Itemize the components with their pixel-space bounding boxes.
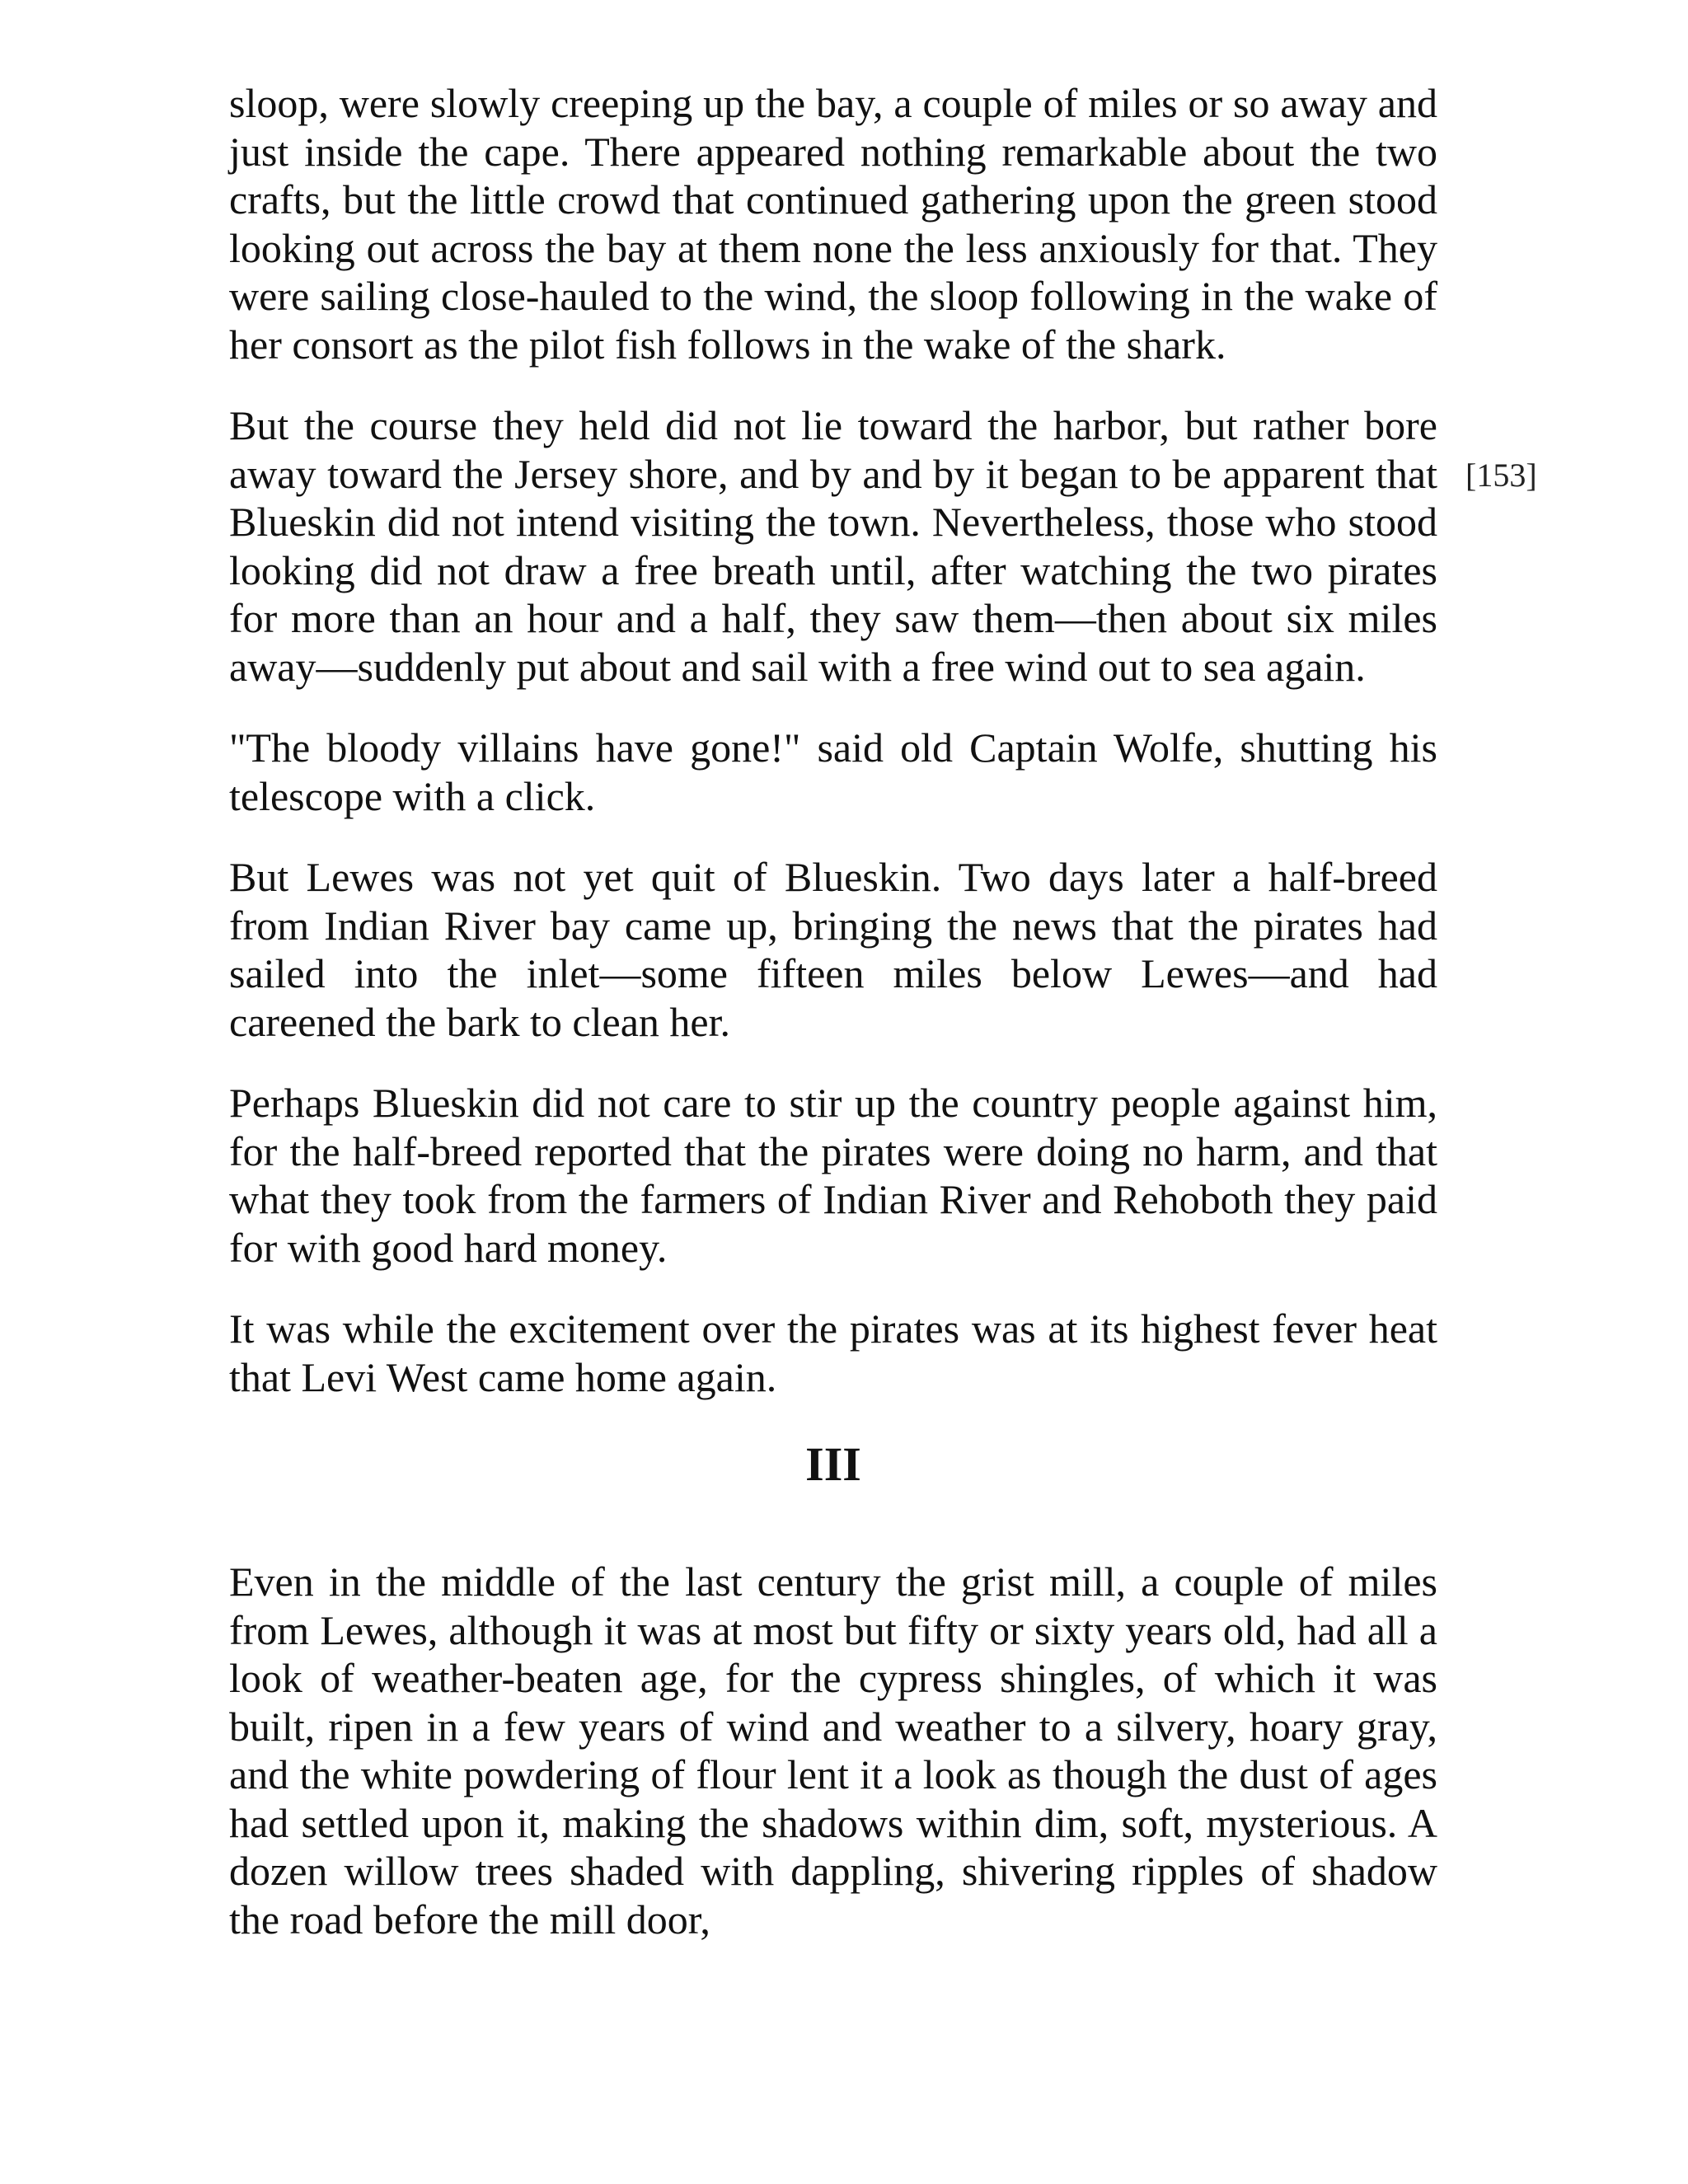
paragraph-grist-mill: Even in the middle of the last century the grist mill, a couple of miles from Lewes, although it was at most but fifty or sixty years old, had all a look of weather-beaten age, for the cypress shingles, of which it was built, ripen in a few years of wind and weather to a silvery, hoary gray, and the white powdering of flour lent it a look as though the dust of ages had settled upon it, making the shadows within dim, soft, mysterious. A dozen willow trees shaded with dappling, shivering ripples of shadow the road before the mill door, [229,1558,1437,1943]
paragraph-course-toward-jersey: But the course they held did not lie toward the harbor, but rather bore away toward the Jersey shore, and by and by it began to be apparent that Blueskin did not intend visiting the town. Nevertheless, those who stood looking did not draw a free breath until, after watching the two pirates for more than an hour and a half, they saw them—then about six miles away—suddenly put about and sail with a free wind out to sea again. [229,402,1437,690]
paragraph-half-breed-news: But Lewes was not yet quit of Blueskin. Two days later a half-breed from Indian River bay came up, bringing the news that the pirates had sailed into the inlet—some fifteen miles below Lewes—and had careened the bark to clean her. [229,854,1437,1045]
page-number-marker: [153] [1465,457,1537,494]
paragraph-sloop-creeping: sloop, were slowly creeping up the bay, a couple of miles or so away and just inside the cape. There appeared nothing remarkable about the two crafts, but the little crowd that continued gathering upon the green stood looking out across the bay at them none the less anxiously for that. They were sailing close-hauled to the wind, the sloop following in the wake of her consort as the pilot fish follows in the wake of the shark. [229,80,1437,368]
chapter-heading: III [805,1437,861,1491]
paragraph-levi-west-returns: It was while the excitement over the pirates was at its highest fever heat that Levi West came home again. [229,1305,1437,1400]
paragraph-pirates-no-harm: Perhaps Blueskin did not care to stir up the country people against him, for the half-breed reported that the pirates were doing no harm, and that what they took from the farmers of Indian River and Rehoboth they paid for with good hard money. [229,1080,1437,1271]
book-page-text [229,79,1437,1976]
paragraph-captain-wolfe-quote: "The bloody villains have gone!" said old Captain Wolfe, shutting his telescope with a click. [229,724,1437,819]
